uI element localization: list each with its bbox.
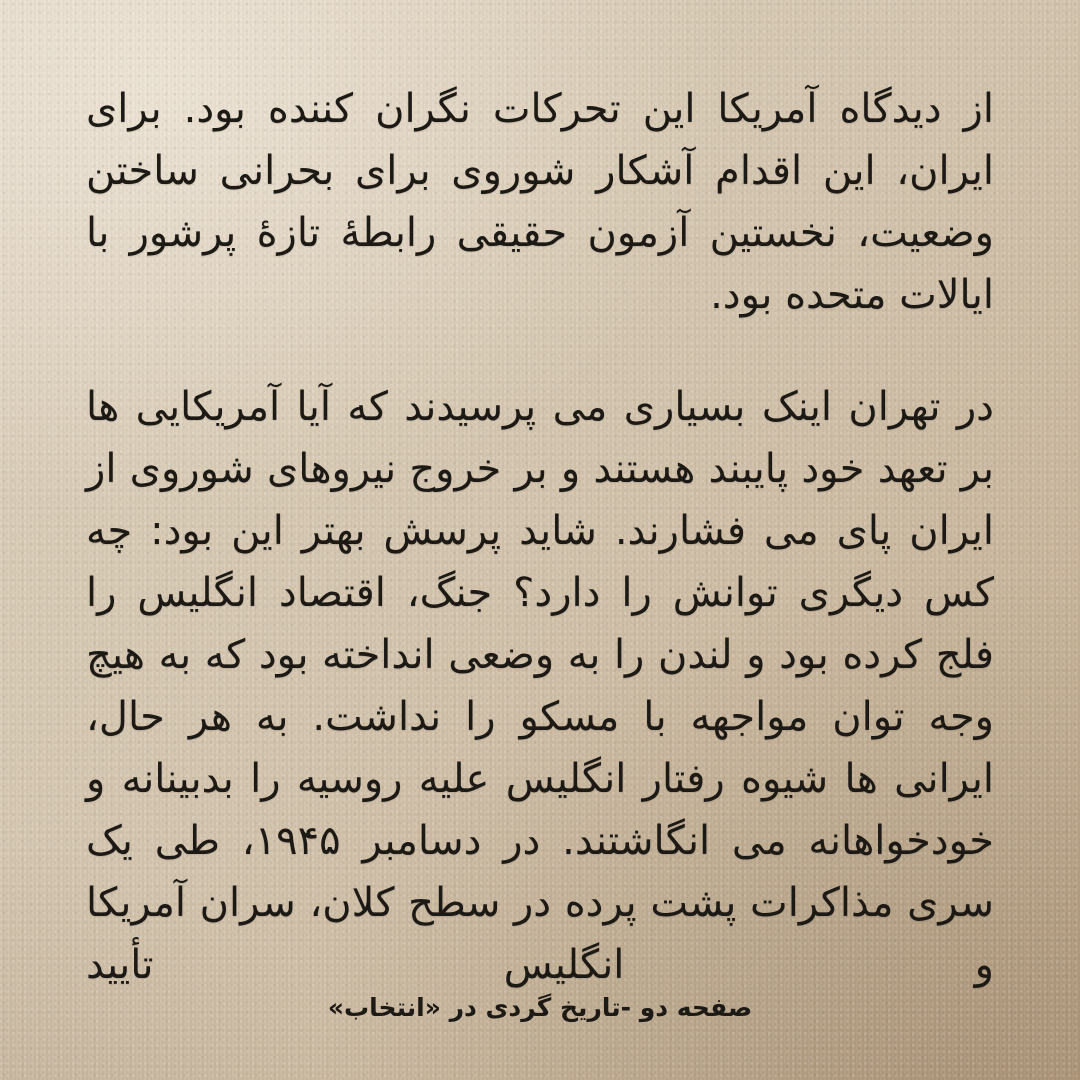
page-footer-caption: صفحه دو -تاریخ گردی در «انتخاب» <box>327 993 753 1022</box>
paragraph-us-view: از دیدگاه آمریکا این تحرکات نگران کننده بود. برای ایران، این اقدام آشکار شوروی برای بحرانی ساختن وضعیت، نخستین آزمون حقیقی رابطهٔ تازهٔ پرشور با ایالات متحده بود. <box>86 86 994 318</box>
article-text <box>86 78 994 1046</box>
paragraph-tehran-question: در تهران اینک بسیاری می پرسیدند که آیا آمریکایی ها بر تعهد خود پایبند هستند و بر خروج نیروهای شوروی از ایران پای می فشارند. شاید پرسش بهتر این بود: چه کس دیگری توانش را دارد؟ جنگ، اقتصاد انگلیس را فلج کرده بود و لندن را به وضعی انداخته بود که به هیچ وجه توان مواجهه با مسکو را نداشت. به هر حال، ایرانی ها شیوه رفتار انگلیس علیه روسیه را بدبینانه و خودخواهانه می انگاشتند. در دسامبر ۱۹۴۵، طی یک سری مذاکرات پشت پرده در سطح کلان، سران آمریکا و انگلیس تأیید <box>86 384 994 988</box>
